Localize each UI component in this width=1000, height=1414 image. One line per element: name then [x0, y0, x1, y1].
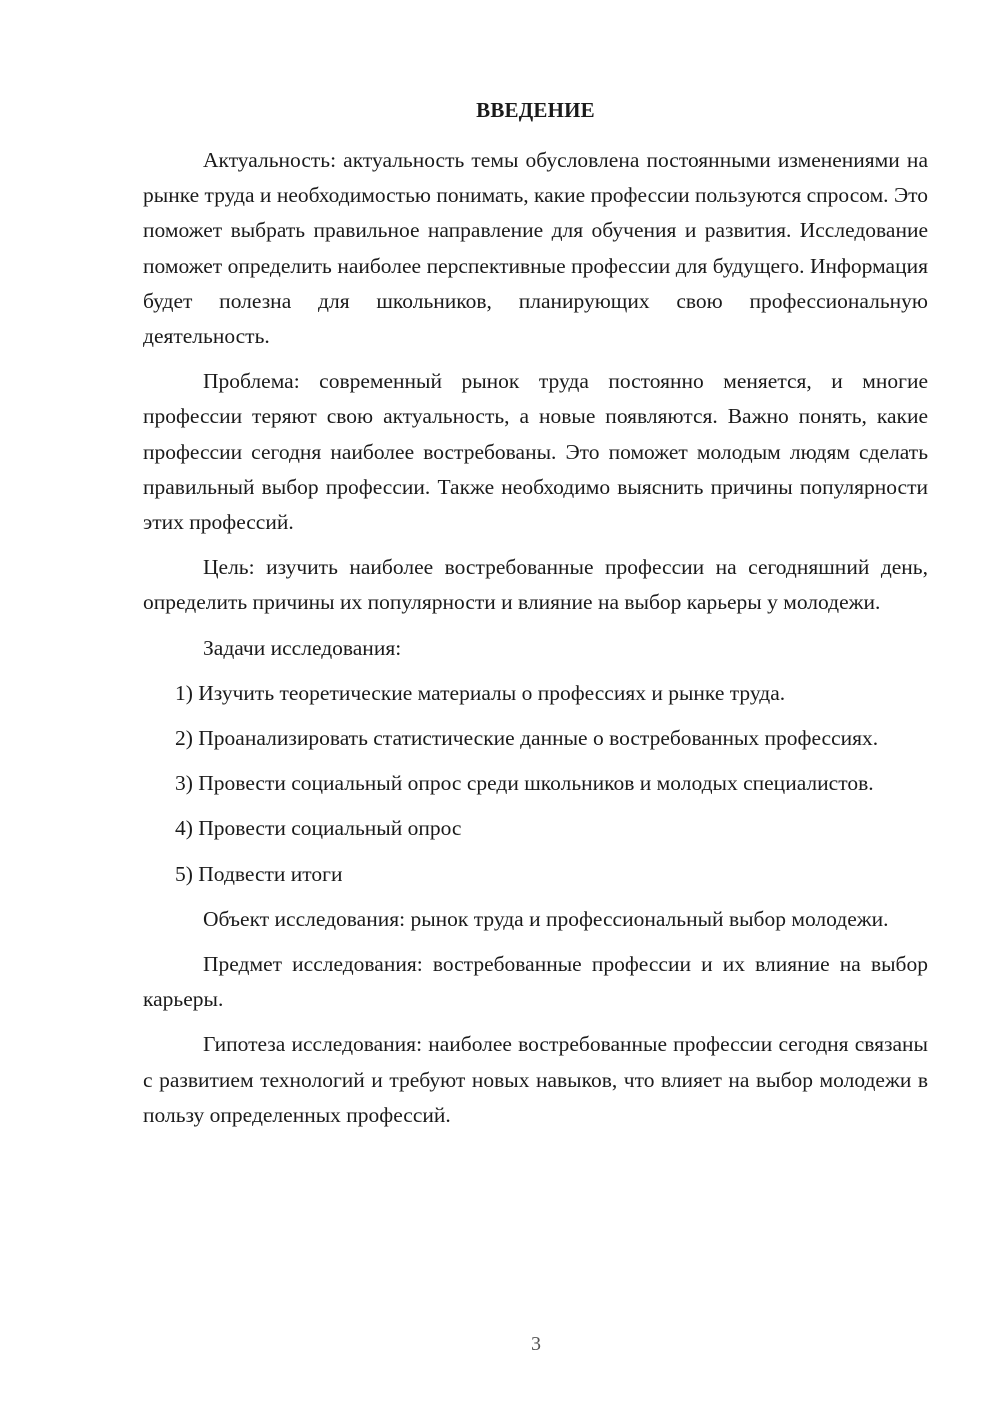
task-item-3: 3) Провести социальный опрос среди школьников и молодых специалистов. [175, 771, 874, 796]
paragraph-goal: Цель: изучить наиболее востребованные профессии на сегодняшний день, определить причины их популярности и влияние на выбор карьеры у молодежи. [143, 555, 928, 615]
tasks-title: Задачи исследования: [203, 635, 402, 660]
task-item-1: 1) Изучить теоретические материалы о профессиях и рынке труда. [175, 680, 786, 705]
page-number: 3 [531, 1333, 541, 1355]
page-title: ВВЕДЕНИЕ [476, 98, 595, 122]
document-page [143, 92, 928, 1143]
task-item-5: 5) Подвести итоги [175, 861, 343, 886]
paragraph-object: Объект исследования: рынок труда и профессиональный выбор молодежи. [203, 906, 889, 931]
paragraph-relevance: Актуальность: актуальность темы обусловлена постоянными изменениями на рынке труда и необходимостью понимать, какие профессии пользуются спросом. Это поможет выбрать правильное направление для обучения и развития. Исследование поможет определить наиболее перспективные профессии для будущего. Информация будет полезна для школьников, планирующих свою профессиональную деятельность. [143, 148, 928, 349]
paragraph-subject: Предмет исследования: востребованные профессии и их влияние на выбор карьеры. [143, 952, 928, 1012]
paragraph-hypothesis: Гипотеза исследования: наиболее востребованные профессии сегодня связаны с развитием технологий и требуют новых навыков, что влияет на выбор молодежи в пользу определенных профессий. [143, 1032, 928, 1127]
paragraph-problem: Проблема: современный рынок труда постоянно меняется, и многие профессии теряют свою актуальность, а новые появляются. Важно понять, какие профессии сегодня наиболее востребованы. Это поможет молодым людям сделать правильный выбор профессии. Также необходимо выяснить причины популярности этих профессий. [143, 369, 928, 535]
task-item-2: 2) Проанализировать статистические данные о востребованных профессиях. [175, 726, 879, 751]
task-item-4: 4) Провести социальный опрос [175, 816, 462, 841]
